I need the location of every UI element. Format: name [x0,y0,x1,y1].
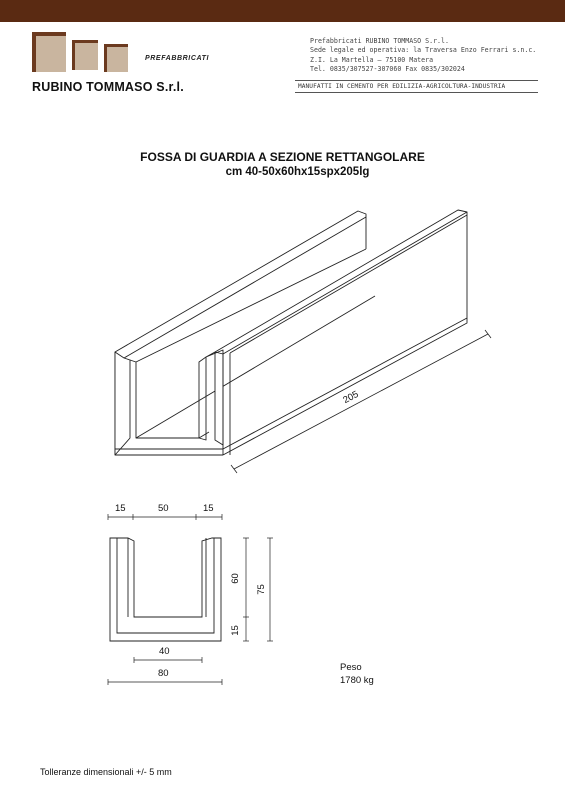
dim-inner-height: 60 [229,573,241,584]
dim-bottom-inner: 40 [159,646,170,657]
dim-bottom-total: 80 [158,668,169,679]
product-title: FOSSA DI GUARDIA A SEZIONE RETTANGOLARE [140,150,425,164]
dim-base-thickness: 15 [229,625,241,636]
product-subtitle: cm 40-50x60hx15spx205lg [225,166,370,178]
contact-line: Prefabbricati RUBINO TOMMASO S.r.l. [310,37,449,45]
weight-label: Peso [340,662,362,673]
length-dimension-label: 205 [341,388,361,407]
dim-top-right-wall: 15 [203,503,214,514]
dim-top-left-wall: 15 [115,503,126,514]
contact-line: Tel. 0835/307527-307060 Fax 0835/302024 [310,64,465,73]
contact-line: Z.I. La Martella – 75100 Matera [310,55,434,64]
dim-top-opening: 50 [158,503,169,514]
tolerance-note: Tolleranze dimensionali +/- 5 mm [40,767,172,777]
logo-tagline: PREFABBRICATI [145,55,210,62]
company-name: RUBINO TOMMASO S.r.l. [32,80,184,94]
dim-total-height: 75 [255,584,267,595]
contact-line: Sede legale ed operativa: la Traversa Enzo Ferrari s.n.c. [310,46,537,55]
weight-value: 1780 kg [340,675,374,686]
weight-block [340,661,374,687]
company-tagline: MANUFATTI IN CEMENTO PER EDILIZIA-AGRICOLTURA-INDUSTRIA [298,83,506,90]
